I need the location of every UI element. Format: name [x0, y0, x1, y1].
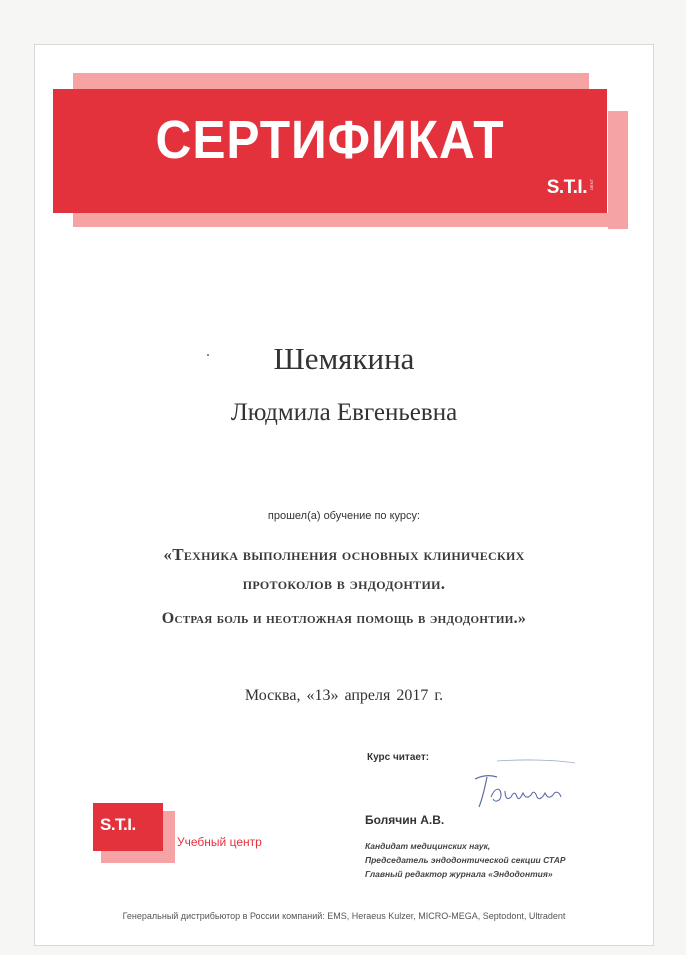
training-center-logo-text: S.T.I. [100, 815, 136, 834]
lecturer-credential: Председатель эндодонтической секции СТАР [365, 855, 566, 865]
banner-shadow [73, 73, 589, 89]
banner-shadow [73, 213, 628, 227]
lecturer-name: Болячин А.В. [365, 813, 445, 827]
course-subtitle: Острая боль и неотложная помощь в эндодонтии.» [161, 610, 527, 627]
logo-red-box [93, 803, 163, 851]
certificate-title: СЕРТИФИКАТ [155, 110, 505, 170]
training-center-name: Учебный центр [177, 835, 262, 849]
distributor-footer: Генеральный дистрибьютор в России компаний: EMS, Heraeus Kulzer, MICRO-MEGA, Septodont, Ultradent [122, 911, 566, 921]
course-title [35, 540, 653, 598]
sti-logo: S.T.I. [546, 177, 587, 198]
place-and-date: Москва, «13» апреля 2017 г. [244, 687, 444, 704]
lecturer-credential: Кандидат медицинских наук, [365, 841, 491, 851]
training-center-logo [93, 803, 177, 863]
lecturer-signature [457, 757, 577, 815]
recipient-surname: Шемякина [273, 341, 415, 376]
banner-shadow [608, 111, 628, 229]
recipient-given-names: Людмила Евгеньевна [230, 399, 458, 426]
certificate-page [34, 44, 654, 946]
lecturer-credential: Главный редактор журнала «Эндодонтия» [365, 869, 553, 879]
sti-logo-sub: DENT [589, 179, 594, 190]
banner-red-box [53, 89, 607, 213]
course-title-line: протоколов в эндодонтии. [242, 574, 446, 593]
certificate-banner [53, 73, 629, 231]
course-intro: прошел(а) обучение по курсу: [267, 510, 421, 522]
lecturer-label: Курс читает: [367, 752, 430, 763]
course-title-line: «Техника выполнения основных клинических [163, 545, 525, 564]
